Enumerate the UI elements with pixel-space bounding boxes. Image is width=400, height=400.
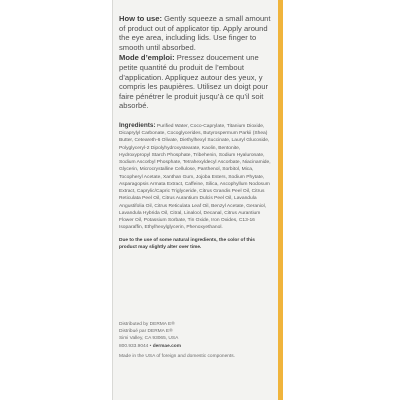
panel-accent-edge — [278, 0, 283, 400]
directions-block — [119, 14, 271, 251]
ingredients-body: Purified Water, Coco-Caprylate, Titanium Dioxide, Dicaprylyl Carbonate, Cocoglycerides, Butyrospermum Parkii (Shea) Butter, Ceteareth-6 Olivate, Diethylhexyl Succinate, Lauryl Glucoside, Polyglyceryl-2 Dipolyhydroxystearate, Kaolin, Bentonite, Hydroxypropyl Starch Phosphate, Tribehenin, Sodium Hyaluronate, Sodium Ascorbyl Phosphate, Tetrahexyldecyl Ascorbate, Niacinamide, Glycerin, Microcrystalline Cellulose, Panthenol, Sorbitol, Mica, Tocopheryl Acetate, Xanthan Gum, Jojoba Esters, Sodium Phytate, Asparagopsis Armata Extract, Caffeine, Silica, Ascophyllum Nodosum Extract, Caprylic/Capric Triglyceride, Citrus Grandis Peel Oil, Citrus Reticulata Peel Oil, Citrus Aurantium Dulcis Peel Oil, Lavandula Angustifolia Oil, Citrus Reticulata Leaf Oil, Benzyl Acetate, Geraniol, Lavandula Hybrida Oil, Citral, Linalool, Decanal, Citrus Aurantium Flower Oil, Potassium Sorbate, Tin Oxide, Iron Oxides, C13-16 Isoparaffin, Ethylhexylglycerin, Phenoxyethanol. — [119, 123, 271, 231]
how-to-use — [119, 14, 271, 52]
distributor-line-fr: Distribué par DERMA E® — [119, 329, 173, 335]
how-to-use-heading: How to use: — [119, 14, 163, 23]
mode-emploi-body: Pressez doucement une petite quantité du produit de l’embout d’application. Appliquez autour des yeux, y compris les paupières. Utilisez un doigt pour faire pénétrer le produit jusqu’à ce qu’il soit absorbé. — [119, 53, 268, 111]
made-in-usa: Made in the USA of foreign and domestic components. — [119, 353, 235, 359]
contact-line — [119, 343, 271, 350]
phone-number: 800.933.9044 — [119, 343, 149, 349]
natural-ingredients-notice: Due to the use of some natural ingredients, the color of this product may slightly alter over time. — [119, 237, 255, 250]
distributor-address: Simi Valley, CA 93065, USA — [119, 336, 179, 342]
distributor-line-en: Distributed by DERMA E® — [119, 322, 175, 327]
contact-separator: • — [148, 343, 153, 349]
mode-emploi-heading: Mode d’emploi: — [119, 53, 175, 63]
how-to-use-body: Gently squeeze a small amount of product out of applicator tip. Apply around the eye area, including lids. Use finger to smooth until absorbed. — [119, 14, 271, 52]
mode-emploi — [119, 53, 271, 111]
ingredients-heading: Ingredients: — [119, 121, 156, 129]
website-url: dermae.com — [152, 343, 181, 349]
ingredients-list — [119, 122, 271, 232]
distributor-block — [119, 321, 271, 360]
